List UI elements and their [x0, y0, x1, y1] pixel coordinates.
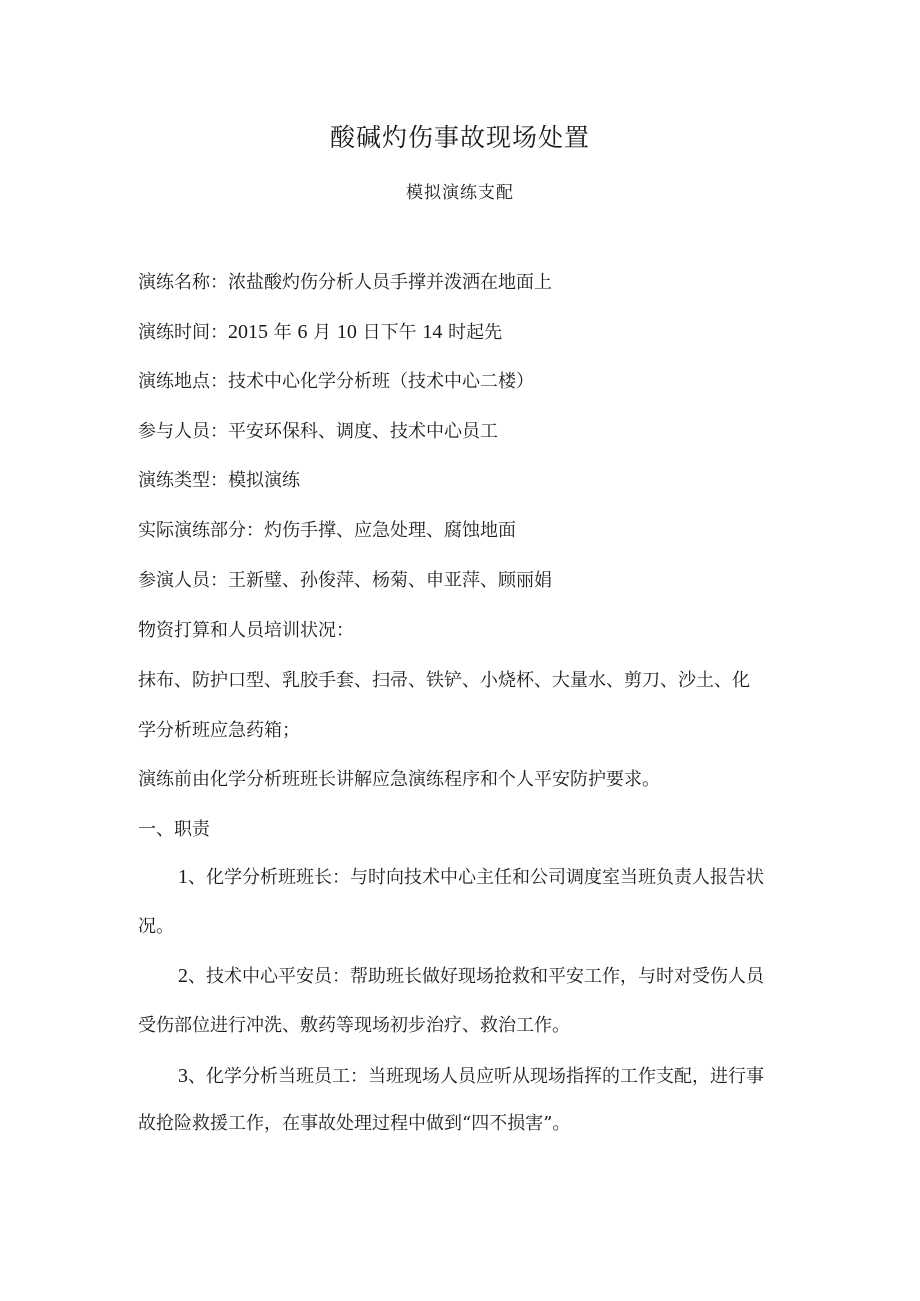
materials-heading: 物资打算和人员培训状况： [138, 620, 354, 641]
drill-time-day-unit: 日下午 [356, 322, 423, 343]
document-title: 酸碱灼伤事故现场处置 [329, 123, 590, 152]
actors-value: 王新璧、孙俊萍、杨菊、申亚萍、顾丽娟 [228, 570, 552, 591]
drill-type-value: 模拟演练 [228, 470, 300, 491]
drill-time-label: 演练时间： [138, 322, 228, 343]
duty-item-1-line-1 [178, 864, 764, 891]
materials-line-2: 学分析班应急药箱； [138, 720, 300, 741]
drill-place-value: 技术中心化学分析班（技术中心二楼） [228, 371, 534, 392]
materials-line-1: 抹布、防护口型、乳胶手套、扫帚、铁铲、小烧杯、大量水、剪刀、沙土、化 [138, 670, 750, 691]
document-subtitle: 模拟演练支配 [406, 183, 514, 203]
duty-item-1-text: 、化学分析班班长：与时向技术中心主任和公司调度室当班负责人报告状 [188, 867, 764, 888]
drill-name-value: 浓盐酸灼伤分析人员手撑并泼洒在地面上 [228, 272, 552, 293]
participants-line [138, 419, 498, 445]
duty-item-3-number: 3 [178, 1065, 188, 1087]
actual-drill-label: 实际演练部分： [138, 520, 264, 541]
actors-line [138, 568, 552, 594]
drill-place-label: 演练地点： [138, 371, 228, 392]
briefing-line: 演练前由化学分析班班长讲解应急演练程序和个人平安防护要求。 [138, 769, 660, 790]
duty-item-1-line-2: 况。 [138, 916, 174, 937]
drill-time-day: 10 [336, 321, 357, 343]
duty-item-2-line-2: 受伤部位进行冲洗、敷药等现场初步治疗、救治工作。 [138, 1015, 570, 1036]
participants-value: 平安环保科、调度、技术中心员工 [228, 421, 498, 442]
drill-name-label: 演练名称： [138, 272, 228, 293]
drill-time-month-unit: 月 [307, 322, 337, 343]
actual-drill-line [138, 518, 516, 544]
drill-time-hour: 14 [422, 321, 443, 343]
duty-item-2-line-1 [178, 963, 764, 990]
actual-drill-value: 灼伤手撑、应急处理、腐蚀地面 [264, 520, 516, 541]
duties-heading: 一、职责 [138, 819, 210, 840]
duty-item-3-line-1 [178, 1063, 764, 1090]
drill-time-month: 6 [297, 321, 308, 343]
drill-place-line [138, 369, 534, 395]
duty-item-2-text: 、技术中心平安员：帮助班长做好现场抢救和平安工作，与时对受伤人员 [188, 966, 764, 987]
duty-item-1-number: 1 [178, 866, 188, 888]
drill-time-year-unit: 年 [268, 322, 298, 343]
drill-time-line [138, 319, 502, 346]
duty-item-3-line-2: 故抢险救援工作，在事故处理过程中做到“四不损害”。 [138, 1113, 571, 1134]
participants-label: 参与人员： [138, 421, 228, 442]
duty-item-2-number: 2 [178, 965, 188, 987]
drill-type-line [138, 468, 300, 494]
duty-item-3-text: 、化学分析当班员工：当班现场人员应听从现场指挥的工作支配，进行事 [188, 1066, 764, 1087]
drill-name-line [138, 270, 552, 296]
actors-label: 参演人员： [138, 570, 228, 591]
drill-type-label: 演练类型： [138, 470, 228, 491]
drill-time-hour-unit: 时起先 [442, 322, 503, 343]
drill-time-year: 2015 [228, 321, 268, 343]
